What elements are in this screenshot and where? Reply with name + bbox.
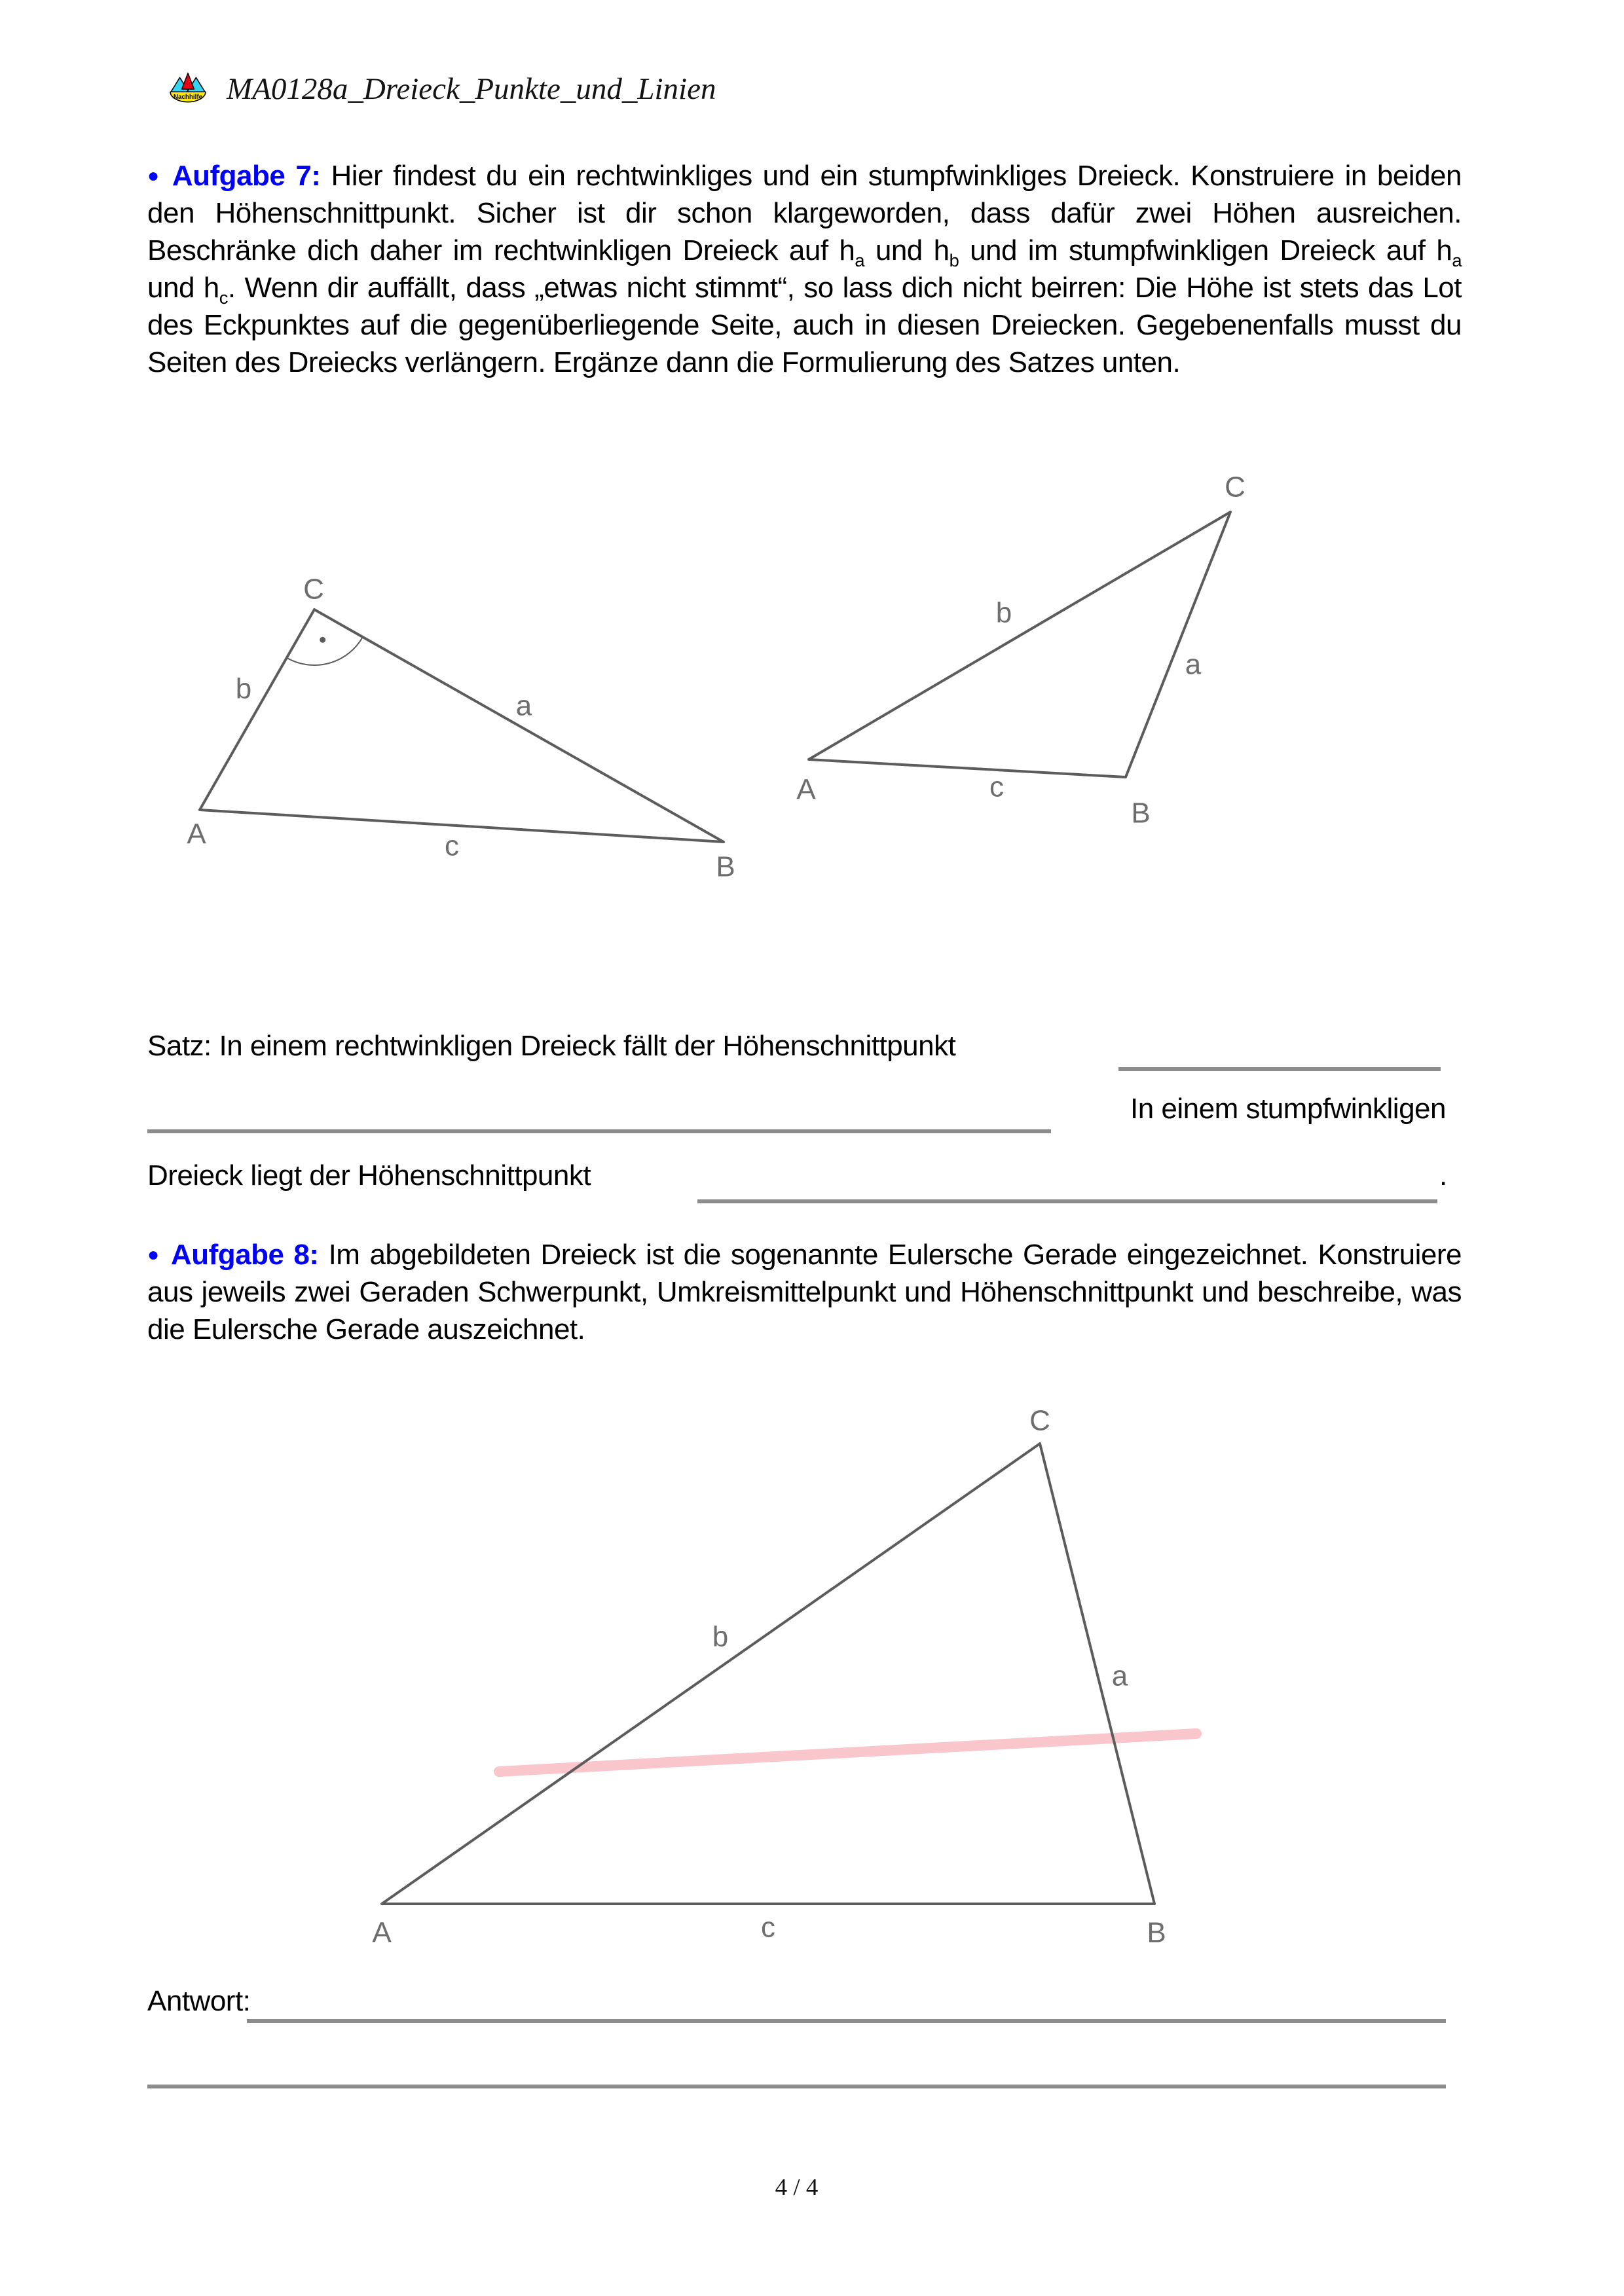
- task7-text: Hier findest du ein rechtwinkliges und ein stumpfwinkliges Dreieck. Konstruiere in beiden den Höhenschnittpunkt. Sicher ist dir schon klargeworden, dass dafür zwei Höhen ausreichen. Beschränke dich daher im rechtwinkligen Dreieck auf $h_a$ und $h_b$ und im stumpfwinkligen Dreieck auf $h_a$ und $h_c$. Wenn dir auffällt, dass „etwas nicht stimmt“, so lass dich nicht beirren: Die Höhe ist stets das Lot des Eckpunktes auf die gegenüberliegende Seite, auch in diesen Dreiecken. Gegebenenfalls musst du Seiten des Dreiecks verlängern. Ergänze dann die Formulierung des Satzes unten.: [147, 160, 1462, 378]
- vertex-label-c: C: [1225, 471, 1246, 503]
- triangle-outline: [809, 512, 1230, 777]
- side-label-b: b: [712, 1620, 729, 1653]
- satz-blank-3: [697, 1199, 1437, 1203]
- page-number: 4 / 4: [775, 2174, 819, 2201]
- bullet-icon: ●: [147, 165, 162, 187]
- vertex-label-a: A: [187, 818, 206, 850]
- vertex-label-b: B: [716, 850, 735, 883]
- side-label-a: a: [1185, 648, 1202, 681]
- satz-line3-text: Dreieck liegt der Höhenschnittpunkt: [147, 1159, 591, 1192]
- vertex-label-c: C: [1029, 1404, 1050, 1437]
- logo-graphic: [169, 72, 207, 103]
- vertex-label-c: C: [303, 573, 324, 606]
- side-label-c: c: [445, 829, 459, 862]
- vertex-label-b: B: [1147, 1916, 1166, 1949]
- bullet-icon: ●: [147, 1244, 161, 1266]
- task7-label: Aufgabe 7:: [172, 160, 321, 192]
- task8-text: Im abgebildeten Dreieck ist die sogenannte Eulersche Gerade eingezeichnet. Konstruiere aus jeweils zwei Geraden Schwerpunkt, Umkreismittelpunkt und Höhenschnittpunkt und beschreibe, was die Eulersche Gerade auszeichnet.: [147, 1239, 1462, 1345]
- logo-text: Nachhilfe: [173, 94, 203, 101]
- antwort-label: Antwort:: [147, 1985, 251, 2017]
- triangle-outline: [200, 610, 724, 842]
- euler-line: [499, 1734, 1196, 1772]
- task8-paragraph: [147, 1236, 1462, 1348]
- antwort-blank-1: [247, 2019, 1446, 2023]
- satz-line1-text: Satz: In einem rechtwinkligen Dreieck fällt der Höhenschnittpunkt: [147, 1030, 956, 1062]
- task7-paragraph: [147, 157, 1462, 381]
- satz-line3-period: .: [1439, 1159, 1447, 1192]
- vertex-label-a: A: [372, 1916, 392, 1949]
- obtuse-triangle-figure: [773, 445, 1329, 845]
- logo-center-peak: [182, 73, 194, 89]
- triangle-outline: [382, 1444, 1154, 1904]
- right-angle-dot: [320, 637, 325, 643]
- euler-line-triangle-figure: [327, 1394, 1329, 1971]
- satz-blank-1: [1118, 1067, 1441, 1071]
- side-label-c: c: [761, 1911, 775, 1944]
- side-label-a: a: [515, 689, 532, 722]
- satz-blank-2: [147, 1129, 1051, 1133]
- page-header: [169, 72, 716, 106]
- side-label-b: b: [995, 596, 1012, 629]
- nachhilfe-logo-icon: [169, 72, 207, 103]
- right-angled-triangle-figure: [151, 556, 773, 903]
- vertex-label-b: B: [1131, 797, 1151, 829]
- side-label-b: b: [235, 672, 252, 705]
- antwort-blank-2: [147, 2085, 1446, 2088]
- document-title: MA0128a_Dreieck_Punkte_und_Linien: [227, 72, 716, 106]
- vertex-label-a: A: [796, 773, 816, 806]
- satz-line2-text: In einem stumpfwinkligen: [1130, 1093, 1446, 1125]
- side-label-c: c: [989, 771, 1004, 803]
- task8-label: Aufgabe 8:: [170, 1239, 319, 1271]
- side-label-a: a: [1111, 1660, 1128, 1692]
